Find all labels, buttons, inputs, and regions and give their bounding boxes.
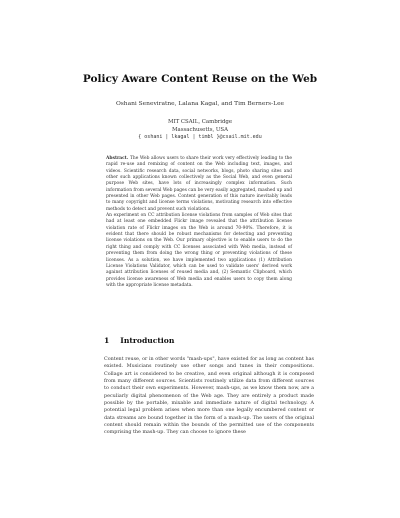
introduction-body: [104, 356, 314, 437]
paper-authors: Oshani Seneviratne, Lalana Kagal, and Tim Berners-Lee: [115, 101, 285, 107]
abstract: [106, 156, 292, 289]
section-number: 1: [104, 336, 110, 345]
affiliation-institution: MIT CSAIL, Cambridge: [167, 119, 233, 125]
abstract-paragraph-2: An experiment on CC attribution license violations from samples of Web sites that had at least one embedded Flickr image revealed that the attribution license violation rate of Flickr images on the Web is around 70-90%. Therefore, it is evident that there should be robust mechanisms for detecting and preventing license violations on the Web. Our primary objective is to enable users to do the right thing and comply with CC licenses associated with Web media, instead of preventing them from doing the wrong thing or preventing violations of these licenses. As a solution, we have implemented two applications (1) Attribution License Violations Validator, which can be used to validate users' derived work against attribution licenses of reused media and, (2) Semantic Clipboard, which provides license awareness of Web media and enables users to copy them along with the appropriate license metadata.: [106, 213, 292, 288]
affiliation-location: Massachusetts, USA: [171, 126, 229, 133]
paper-title: Policy Aware Content Reuse on the Web: [82, 73, 318, 85]
section-heading: [104, 336, 174, 345]
section-title: Introduction: [120, 336, 175, 345]
introduction-paragraph: Content reuse, or in other words "mash-ups", have existed for as long as content has existed. Musicians routinely use other songs and tunes in their compositions. Collage art is considered to be creative, and even original although it is composed from many different sources. Scientists routinely utilize data from different sources to conduct their own experiments. However, mash-ups, as we know them now, are a peculiarly digital phenomenon of the Web age. They are entirely a product made possible by the portable, mixable and immediate nature of digital technology. A potential legal problem arises when more than one legally encumbered content or data streams are bound together in the form of a mash-up. The users of the original content should remain within the bounds of the permitted use of the components comprising the mash-up. They can choose to ignore these: [104, 356, 314, 436]
affiliation-block: [0, 119, 400, 142]
abstract-paragraph-1: The Web allows users to share their work very effectively leading to the rapid re-use and remixing of content on the Web including text, images, and videos. Scientific research data, social networks, blogs, photo sharing sites and other such applications known collectively as the Social Web, and even general purpose Web sites, have lots of increasingly complex information. Such information from several Web pages can be very easily aggregated, mashed up and presented in other Web pages. Content generation of this nature inevitably leads to many copyright and license terms violations, motivating research into effective methods to detect and prevent such violations.: [106, 156, 292, 212]
abstract-label: Abstract.: [106, 156, 129, 161]
author-emails: { oshani | lkagal | timbl }@csail.mit.edu: [138, 134, 262, 141]
